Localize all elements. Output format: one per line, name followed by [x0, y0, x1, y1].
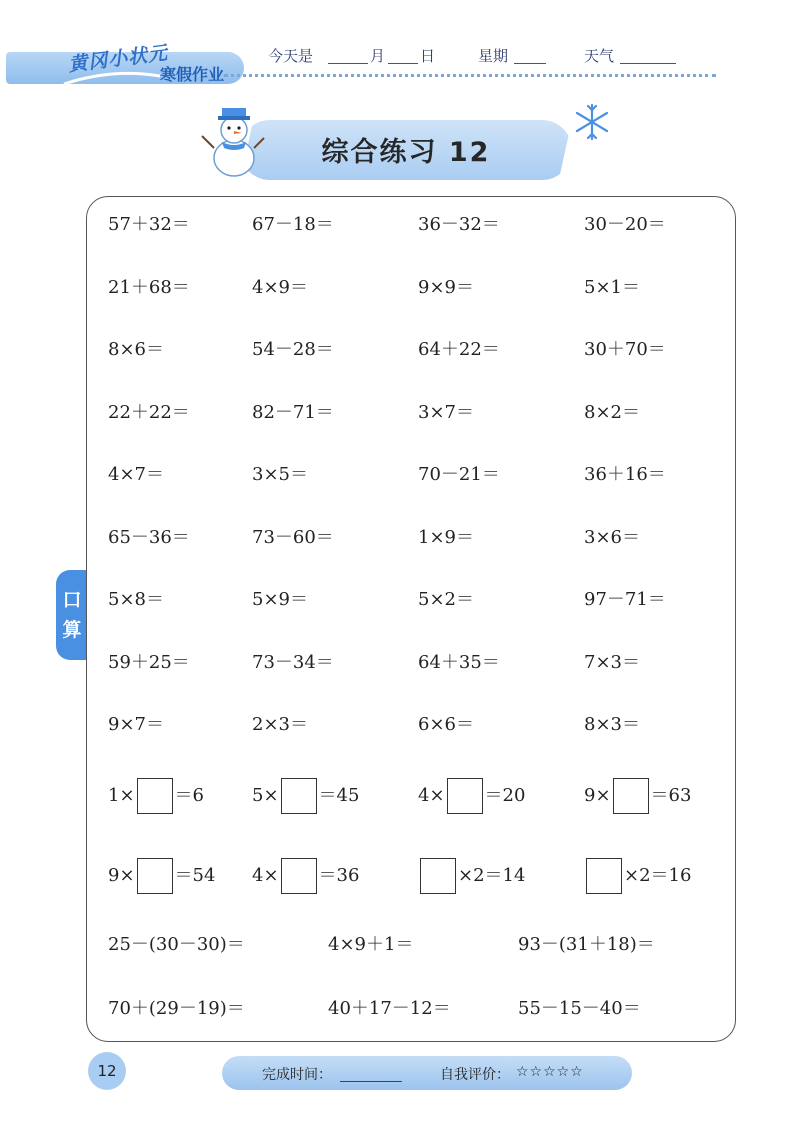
month-blank[interactable]: [328, 63, 368, 64]
date-month-label: 月: [370, 47, 386, 65]
fill-box-problem[interactable]: [584, 776, 691, 816]
arithmetic-problem[interactable]: 4×9＝: [252, 276, 308, 298]
fill-box-problem[interactable]: [108, 856, 215, 896]
arithmetic-problem[interactable]: 22＋22＝: [108, 401, 190, 423]
fill-box-problem[interactable]: [252, 856, 359, 896]
problem-suffix: ＝45: [318, 785, 360, 806]
arithmetic-problem[interactable]: 3×5＝: [252, 464, 308, 485]
arithmetic-problem[interactable]: 8×6＝: [108, 339, 164, 360]
arithmetic-problem[interactable]: 21＋68＝: [108, 276, 190, 298]
arithmetic-problem[interactable]: 3×6＝: [584, 526, 640, 548]
arithmetic-problem[interactable]: 1×9＝: [418, 526, 474, 548]
problem-suffix: ＝36: [318, 865, 360, 886]
arithmetic-problem[interactable]: 64＋22＝: [418, 339, 500, 360]
arithmetic-problem[interactable]: 8×3＝: [584, 714, 640, 735]
fill-box-problem[interactable]: [584, 856, 691, 896]
answer-box[interactable]: [420, 858, 456, 894]
mixed-operation-problem[interactable]: 93－(31＋18)＝: [518, 934, 655, 955]
arithmetic-problem[interactable]: 97－71＝: [584, 589, 666, 610]
mixed-operation-problem[interactable]: 25－(30－30)＝: [108, 934, 245, 955]
date-weekday-label: 星期: [478, 47, 509, 65]
arithmetic-problem[interactable]: 7×3＝: [584, 651, 640, 673]
brand-subtitle: 寒假作业: [160, 65, 225, 84]
arithmetic-problem[interactable]: 70－21＝: [418, 464, 500, 485]
answer-box[interactable]: [447, 778, 483, 814]
problem-suffix: ＝6: [174, 785, 204, 806]
arithmetic-problem[interactable]: 73－34＝: [252, 651, 334, 673]
problem-prefix: 1×: [108, 785, 135, 806]
mixed-operation-problem[interactable]: 70＋(29－19)＝: [108, 998, 245, 1019]
side-tab-oral-arithmetic: [56, 570, 88, 660]
fill-box-problem[interactable]: [108, 776, 204, 816]
arithmetic-problem[interactable]: 5×9＝: [252, 589, 308, 610]
arithmetic-problem[interactable]: 5×1＝: [584, 276, 640, 298]
arithmetic-problem[interactable]: 64＋35＝: [418, 651, 500, 673]
fill-box-problem[interactable]: [418, 776, 525, 816]
arithmetic-problem[interactable]: 8×2＝: [584, 401, 640, 423]
arithmetic-problem[interactable]: 67－18＝: [252, 214, 334, 235]
arithmetic-problem[interactable]: 54－28＝: [252, 339, 334, 360]
arithmetic-problem[interactable]: 73－60＝: [252, 526, 334, 548]
date-weather-label: 天气: [584, 47, 615, 65]
problem-suffix: ×2＝14: [458, 865, 526, 886]
side-tab-char-1: 口: [62, 589, 82, 611]
arithmetic-problem[interactable]: 2×3＝: [252, 714, 308, 735]
page-title: 综合练习 12: [321, 137, 491, 168]
date-line: [228, 45, 708, 69]
arithmetic-problem[interactable]: 36＋16＝: [584, 464, 666, 485]
answer-box[interactable]: [281, 778, 317, 814]
self-eval-label: 自我评价：: [440, 1067, 510, 1083]
arithmetic-problem[interactable]: 3×7＝: [418, 401, 474, 423]
brand-swoosh-icon: [62, 70, 162, 88]
mixed-operation-problem[interactable]: 4×9＋1＝: [328, 934, 414, 955]
weather-blank[interactable]: [620, 63, 676, 64]
problem-suffix: ×2＝16: [624, 865, 692, 886]
snowflake-icon: [572, 102, 612, 142]
answer-box[interactable]: [281, 858, 317, 894]
answer-box[interactable]: [137, 858, 173, 894]
self-eval-stars[interactable]: ☆☆☆☆☆: [516, 1064, 584, 1080]
mixed-operation-problem[interactable]: 40＋17－12＝: [328, 998, 451, 1019]
problem-suffix: ＝54: [174, 865, 216, 886]
fill-box-problem[interactable]: [252, 776, 359, 816]
brand-logo: 黄冈小状元: [67, 41, 170, 77]
arithmetic-problem[interactable]: 6×6＝: [418, 714, 474, 735]
arithmetic-problem[interactable]: 57＋32＝: [108, 214, 190, 235]
mixed-operation-problem[interactable]: 55－15－40＝: [518, 998, 641, 1019]
header-dotted-divider: [224, 74, 716, 77]
date-day-label: 日: [420, 47, 436, 65]
problem-prefix: 9×: [108, 865, 135, 886]
problem-prefix: 5×: [252, 785, 279, 806]
side-tab-char-2: 算: [62, 619, 82, 641]
arithmetic-problem[interactable]: 65－36＝: [108, 526, 190, 548]
arithmetic-problem[interactable]: 36－32＝: [418, 214, 500, 235]
date-today-label: 今天是: [268, 47, 314, 65]
arithmetic-problem[interactable]: 30－20＝: [584, 214, 666, 235]
arithmetic-problem[interactable]: 59＋25＝: [108, 651, 190, 673]
arithmetic-problem[interactable]: 30＋70＝: [584, 339, 666, 360]
answer-box[interactable]: [613, 778, 649, 814]
page-number: 12: [88, 1052, 126, 1090]
arithmetic-problem[interactable]: 9×9＝: [418, 276, 474, 298]
problem-suffix: ＝20: [484, 785, 526, 806]
day-blank[interactable]: [388, 63, 418, 64]
problem-prefix: 9×: [584, 785, 611, 806]
problem-suffix: ＝63: [650, 785, 692, 806]
arithmetic-problem[interactable]: 82－71＝: [252, 401, 334, 423]
answer-box[interactable]: [586, 858, 622, 894]
finish-time-label: 完成时间：: [262, 1067, 332, 1083]
fill-box-problem[interactable]: [418, 856, 525, 896]
weekday-blank[interactable]: [514, 63, 546, 64]
arithmetic-problem[interactable]: 4×7＝: [108, 464, 164, 485]
answer-box[interactable]: [137, 778, 173, 814]
arithmetic-problem[interactable]: 9×7＝: [108, 714, 164, 735]
problem-prefix: 4×: [252, 865, 279, 886]
problem-prefix: 4×: [418, 785, 445, 806]
arithmetic-problem[interactable]: 5×8＝: [108, 589, 164, 610]
finish-time-blank[interactable]: [340, 1081, 402, 1082]
arithmetic-problem[interactable]: 5×2＝: [418, 589, 474, 610]
snowman-icon: [198, 96, 268, 178]
